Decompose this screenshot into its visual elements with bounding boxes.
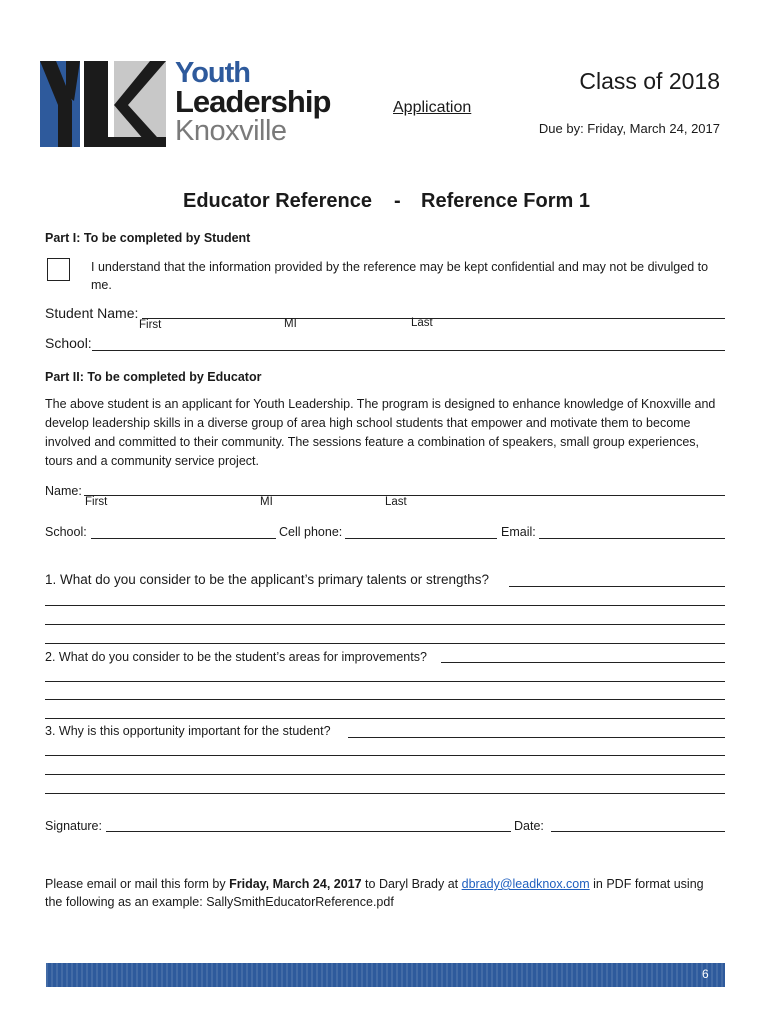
answer-3-line-2[interactable] — [45, 774, 725, 775]
email-label: Email: — [501, 525, 536, 539]
part1-heading: Part I: To be completed by Student — [45, 231, 251, 245]
footer-bar — [46, 963, 725, 987]
cell-phone-label: Cell phone: — [279, 525, 343, 539]
answer-3-line-1[interactable] — [45, 755, 725, 756]
due-date: Due by: Friday, March 24, 2017 — [538, 121, 720, 136]
consent-text: I understand that the information provided by the reference may be kept confidential and may not be divulged to me. — [91, 260, 709, 292]
answer-1-line-1[interactable] — [45, 605, 725, 606]
educator-school-label: School: — [45, 525, 87, 539]
educator-school-field[interactable] — [91, 538, 276, 539]
educator-sub-mi: MI — [260, 496, 273, 508]
logo — [40, 57, 331, 147]
application-label: Application — [393, 99, 472, 116]
student-school-label: School: — [45, 335, 92, 351]
logo-knoxville: Knoxville — [175, 115, 287, 147]
contact-email-link[interactable]: dbrady@leadknox.com — [461, 877, 590, 891]
part2-paragraph: The above student is an applicant for Youth Leadership. The program is designed to enhance knowledge of Knoxville and develop leadership skills in a diverse group of area high school students that empower and motivate them to become involved and committed to their community. The sessions feature a combination of speakers, small group experiences, tours and a community service project. — [45, 397, 716, 468]
email-field[interactable] — [539, 538, 725, 539]
logo-youth: Youth — [175, 57, 250, 89]
educator-name-label: Name: — [45, 484, 82, 498]
instructions-text-b: to Daryl Brady at — [361, 877, 462, 891]
educator-sub-first: First — [85, 496, 108, 508]
part2-heading: Part II: To be completed by Educator — [45, 370, 262, 384]
answer-2-line-3[interactable] — [45, 718, 725, 719]
date-field[interactable] — [551, 831, 725, 832]
date-label: Date: — [514, 819, 544, 833]
form-title-left: Educator Reference — [183, 190, 372, 212]
answer-1-line-3[interactable] — [45, 643, 725, 644]
student-sub-mi: MI — [284, 318, 297, 330]
question-2: 2. What do you consider to be the student’s areas for improvements? — [45, 650, 427, 664]
answer-2-line-0[interactable] — [441, 662, 725, 663]
student-school-field[interactable] — [92, 350, 725, 351]
educator-sub-last: Last — [385, 496, 407, 508]
student-sub-first: First — [139, 319, 162, 331]
class-title: Class of 2018 — [579, 68, 720, 94]
instructions-text-c: in PDF format using — [589, 877, 704, 891]
answer-3-line-3[interactable] — [45, 793, 725, 794]
answer-2-line-1[interactable] — [45, 681, 725, 682]
ylk-monogram-icon — [40, 61, 166, 147]
instructions-deadline: Friday, March 24, 2017 — [229, 877, 362, 891]
question-3: 3. Why is this opportunity important for the student? — [45, 724, 331, 738]
answer-2-line-2[interactable] — [45, 699, 725, 700]
student-name-field[interactable] — [142, 318, 725, 319]
instructions-line-1 — [45, 875, 704, 893]
answer-1-line-0[interactable] — [509, 586, 725, 587]
form-title-right: Reference Form 1 — [421, 190, 590, 212]
student-sub-last: Last — [411, 317, 433, 329]
answer-1-line-2[interactable] — [45, 624, 725, 625]
student-name-label: Student Name: — [45, 305, 139, 321]
consent-checkbox[interactable] — [47, 258, 70, 281]
answer-3-line-0[interactable] — [348, 737, 725, 738]
instructions-line-2: the following as an example: SallySmithEducatorReference.pdf — [45, 895, 394, 909]
instructions-text-a: Please email or mail this form by — [45, 877, 230, 891]
page-number: 6 — [702, 967, 709, 981]
signature-field[interactable] — [106, 831, 511, 832]
cell-phone-field[interactable] — [345, 538, 497, 539]
form-title-dash: - — [394, 190, 401, 212]
signature-label: Signature: — [45, 819, 102, 833]
logo-leadership: Leadership — [175, 84, 331, 119]
question-1: 1. What do you consider to be the applicant’s primary talents or strengths? — [45, 572, 489, 587]
